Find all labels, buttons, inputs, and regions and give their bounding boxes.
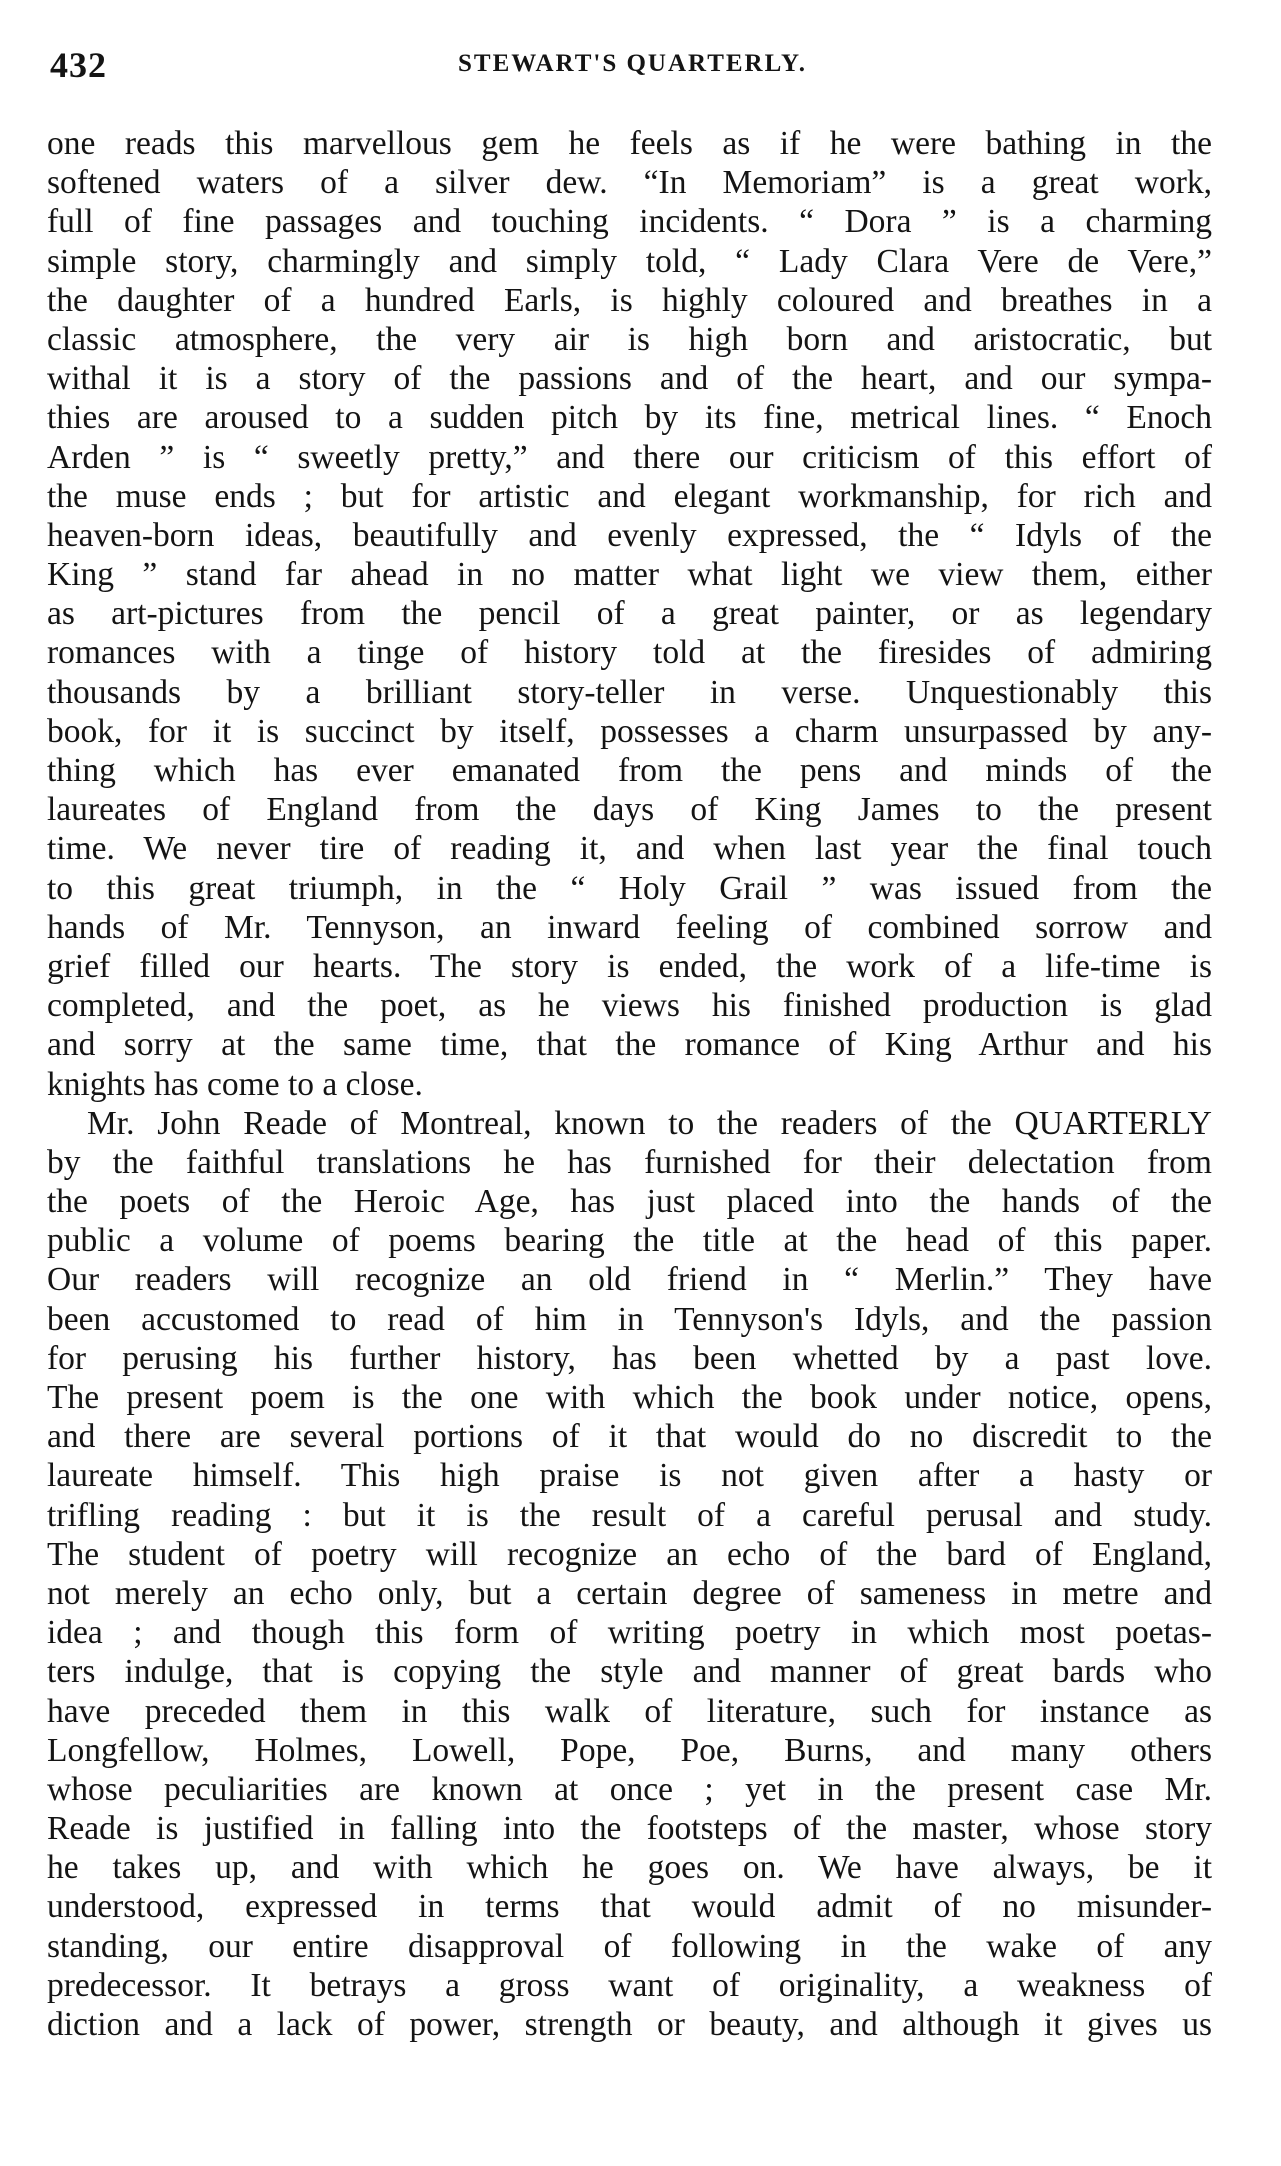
text-line: romances with a tinge of history told at the firesides of admiring: [47, 634, 1212, 672]
text-line: whose peculiarities are known at once ; yet in the present case Mr.: [47, 1770, 1212, 1808]
text-line: completed, and the poet, as he views his finished production is glad: [47, 987, 1212, 1025]
text-line: to this great triumph, in the “ Holy Grail ” was issued from the: [47, 869, 1212, 907]
text-line: one reads this marvellous gem he feels as if he were bathing in the: [47, 125, 1212, 162]
text-line: knights has come to a close.: [47, 1065, 423, 1103]
text-line: book, for it is succinct by itself, possesses a charm unsurpassed by any-: [47, 712, 1212, 750]
text-line: thousands by a brilliant story-teller in verse. Unquestionably this: [47, 673, 1212, 711]
text-line: softened waters of a silver dew. “In Memoriam” is a great work,: [47, 164, 1212, 202]
text-line: Our readers will recognize an old friend in “ Merlin.” They have: [47, 1261, 1212, 1299]
text-line: grief filled our hearts. The story is ended, the work of a life-time is: [47, 947, 1212, 985]
text-line: for perusing his further history, has been whetted by a past love.: [47, 1339, 1212, 1377]
text-line: idea ; and though this form of writing poetry in which most poetas-: [47, 1614, 1212, 1652]
text-line: time. We never tire of reading it, and when last year the final touch: [47, 830, 1212, 868]
text-line: heaven-born ideas, beautifully and evenly expressed, the “ Idyls of the: [47, 516, 1212, 554]
text-line: public a volume of poems bearing the title at the head of this paper.: [47, 1222, 1212, 1260]
text-line: not merely an echo only, but a certain degree of sameness in metre and: [47, 1574, 1212, 1612]
text-line: understood, expressed in terms that would admit of no misunder-: [47, 1888, 1212, 1926]
text-line: have preceded them in this walk of literature, such for instance as: [47, 1692, 1212, 1730]
page-header: [50, 44, 1215, 96]
text-line: The student of poetry will recognize an echo of the bard of England,: [47, 1535, 1212, 1573]
text-line: King ” stand far ahead in no matter what light we view them, either: [47, 556, 1212, 594]
text-line: as art-pictures from the pencil of a great painter, or as legendary: [47, 595, 1212, 633]
text-line: The present poem is the one with which the book under notice, opens,: [47, 1379, 1212, 1416]
text-line: ters indulge, that is copying the style and manner of great bards who: [47, 1653, 1212, 1691]
text-line: Mr. John Reade of Montreal, known to the readers of the QUARTERLY: [87, 1104, 1212, 1142]
text-line: thies are aroused to a sudden pitch by its fine, metrical lines. “ Enoch: [47, 399, 1212, 437]
text-line: Arden ” is “ sweetly pretty,” and there our criticism of this effort of: [47, 438, 1212, 476]
text-line: hands of Mr. Tennyson, an inward feeling of combined sorrow and: [47, 908, 1212, 946]
text-line: by the faithful translations he has furnished for their delectation from: [47, 1143, 1212, 1181]
text-line: Longfellow, Holmes, Lowell, Pope, Poe, Burns, and many others: [47, 1731, 1212, 1769]
text-line: thing which has ever emanated from the pens and minds of the: [47, 752, 1212, 789]
text-line: standing, our entire disapproval of following in the wake of any: [47, 1927, 1212, 1965]
text-line: he takes up, and with which he goes on. We have always, be it: [47, 1849, 1212, 1887]
text-line: been accustomed to read of him in Tennyson's Idyls, and the passion: [47, 1300, 1212, 1338]
text-line: the daughter of a hundred Earls, is highly coloured and breathes in a: [47, 281, 1212, 319]
text-line: the muse ends ; but for artistic and elegant workmanship, for rich and: [47, 477, 1212, 515]
text-line: laureates of England from the days of King James to the present: [47, 791, 1212, 829]
text-line: full of fine passages and touching incidents. “ Dora ” is a charming: [47, 203, 1212, 241]
text-line: and sorry at the same time, that the romance of King Arthur and his: [47, 1026, 1212, 1064]
body-text: [47, 124, 1212, 2044]
text-line: predecessor. It betrays a gross want of originality, a weakness of: [47, 1966, 1212, 2004]
text-line: simple story, charmingly and simply told, “ Lady Clara Vere de Vere,”: [47, 242, 1212, 280]
text-line: classic atmosphere, the very air is high born and aristocratic, but: [47, 320, 1212, 358]
text-line: withal it is a story of the passions and of the heart, and our sympa-: [47, 360, 1212, 398]
running-head: STEWART'S QUARTERLY.: [457, 50, 807, 77]
text-line: Reade is justified in falling into the footsteps of the master, whose story: [47, 1810, 1212, 1848]
text-line: and there are several portions of it that would do no discredit to the: [47, 1418, 1212, 1456]
text-line: trifling reading : but it is the result of a careful perusal and study.: [47, 1496, 1212, 1534]
text-line: diction and a lack of power, strength or beauty, and although it gives us: [47, 2006, 1212, 2043]
text-line: laureate himself. This high praise is not given after a hasty or: [47, 1457, 1212, 1495]
text-line: the poets of the Heroic Age, has just placed into the hands of the: [47, 1183, 1212, 1221]
page-number: 432: [50, 45, 107, 85]
